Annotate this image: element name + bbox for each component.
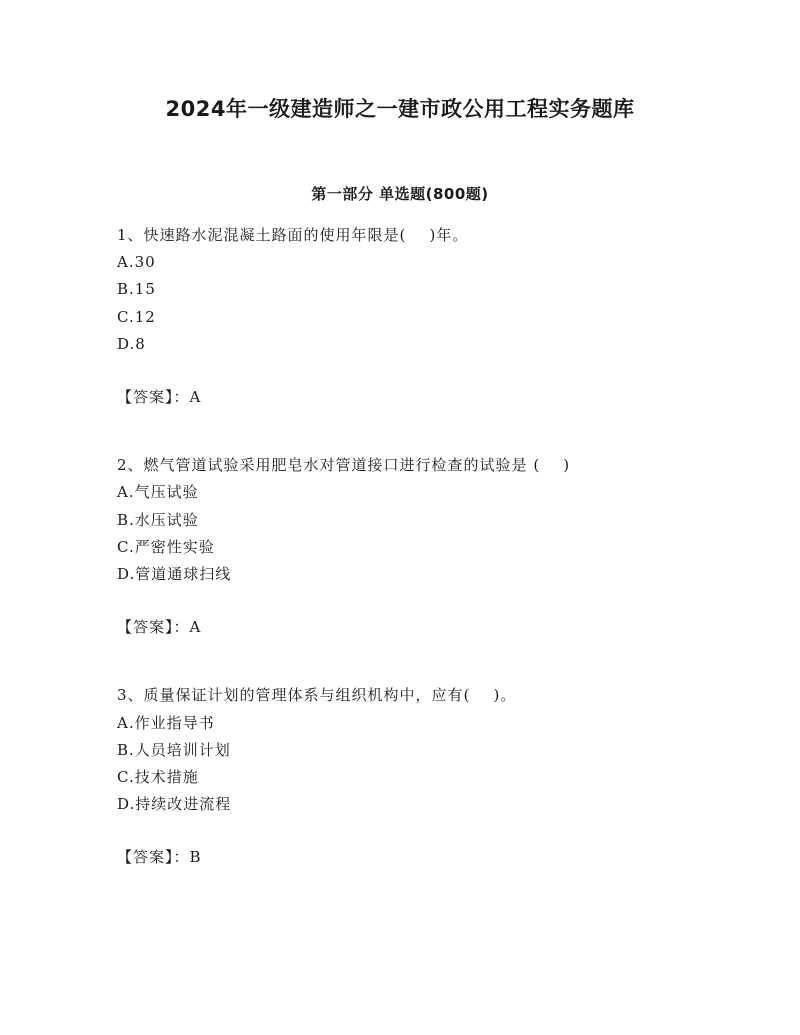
answer-line: 【答案】：B (117, 848, 202, 867)
option-c: C.严密性实验 (117, 537, 215, 556)
question-spacer (117, 411, 717, 452)
question-item (117, 682, 717, 871)
option-b: B.水压试验 (117, 510, 199, 529)
option-a: A.作业指导书 (117, 713, 215, 732)
question-stem: 1、快速路水泥混凝土路面的使用年限是( )年。 (117, 226, 469, 244)
option-d: D.8 (117, 334, 146, 353)
answer-line: 【答案】：A (117, 388, 202, 407)
option-b: B.15 (117, 280, 156, 299)
question-list (117, 222, 717, 872)
question-stem: 3、质量保证计划的管理体系与组织机构中，应有( )。 (117, 686, 517, 705)
question-item (117, 222, 717, 411)
option-b: B.人员培训计划 (117, 740, 231, 759)
option-c: C.技术措施 (117, 768, 199, 787)
question-item (117, 452, 717, 641)
document-title: 2024年一级建造师之一建市政公用工程实务题库 (165, 97, 635, 121)
section-title: 第一部分 单选题(800题) (311, 185, 489, 203)
option-d: D.管道通球扫线 (117, 565, 232, 584)
option-d: D.持续改进流程 (117, 795, 232, 814)
answer-line: 【答案】：A (117, 618, 202, 637)
question-spacer (117, 641, 717, 682)
option-c: C.12 (117, 307, 156, 326)
option-a: A.30 (117, 253, 156, 272)
question-stem: 2、燃气管道试验采用肥皂水对管道接口进行检查的试验是 ( ) (117, 456, 571, 475)
option-a: A.气压试验 (117, 483, 199, 502)
